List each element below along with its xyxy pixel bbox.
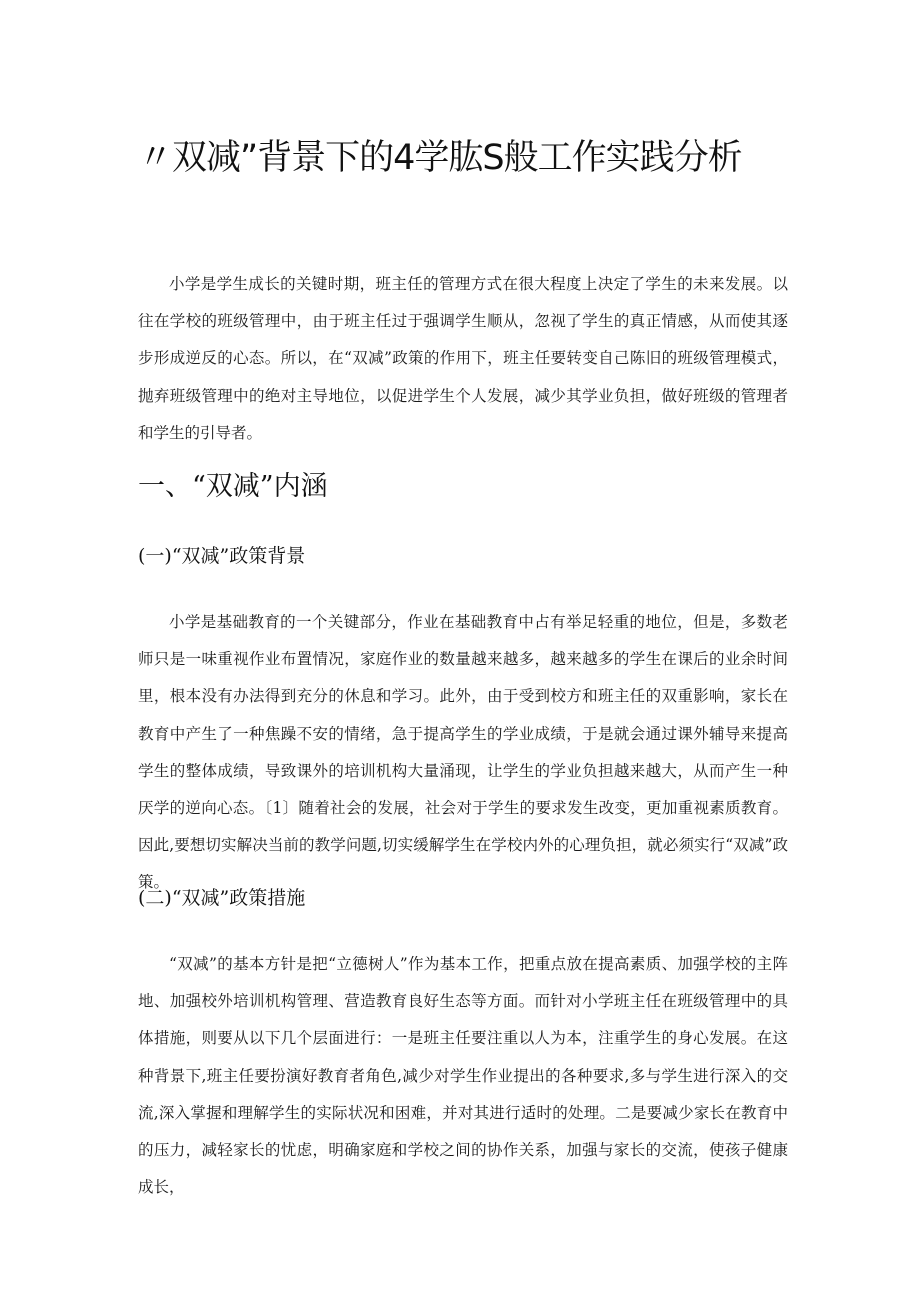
section-heading-1: 一、“双减”内涵: [138, 471, 328, 502]
subsection-heading-2: (二)“双减”政策措施: [138, 887, 306, 909]
subsection-1-paragraph: 小学是基础教育的一个关键部分，作业在基础教育中占有举足轻重的地位，但是，多数老师只是一味重视作业布置情况，家庭作业的数量越来越多，越来越多的学生在课后的业余时间里，根本没有办法得到充分的休息和学习。此外，由于受到校方和班主任的双重影响，家长在教育中产生了一种焦躁不安的情绪，急于提高学生的学业成绩，于是就会通过课外辅导来提高学生的整体成绩，导致课外的培训机构大量涌现，让学生的学业负担越来越大，从而产生一种厌学的逆向心态。〔1〕随着社会的发展，社会对于学生的要求发生改变，更加重视素质教育。因此,要想切实解决当前的教学问题,切实缓解学生在学校内外的心理负担，就必须实行“双减”政策。: [138, 613, 788, 892]
subsection-heading-1: (一)“双减”政策背景: [138, 545, 306, 567]
subsection-2-paragraph: “双减”的基本方针是把“立德树人”作为基本工作，把重点放在提高素质、加强学校的主阵地、加强校外培训机构管理、营造教育良好生态等方面。而针对小学班主任在班级管理中的具体措施，则要从以下几个层面进行：一是班主任要注重以人为本，注重学生的身心发展。在这种背景下,班主任要扮演好教育者角色,减少对学生作业提出的各种要求,多与学生进行深入的交流,深入掌握和理解学生的实际状况和困难，并对其进行适时的处理。二是要减少家长在教育中的压力，减轻家长的忧虑，明确家庭和学校之间的协作关系，加强与家长的交流，使孩子健康成长，: [138, 955, 788, 1197]
intro-paragraph: 小学是学生成长的关键时期，班主任的管理方式在很大程度上决定了学生的未来发展。以往在学校的班级管理中，由于班主任过于强调学生顺从，忽视了学生的真正情感，从而使其逐步形成逆反的心态。所以，在“双减”政策的作用下，班主任要转变自己陈旧的班级管理模式，抛弃班级管理中的绝对主导地位，以促进学生个人发展，减少其学业负担，做好班级的管理者和学生的引导者。: [138, 275, 788, 442]
document-title: 〃双减”背景下的4学肱S般工作实践分析: [138, 138, 742, 178]
